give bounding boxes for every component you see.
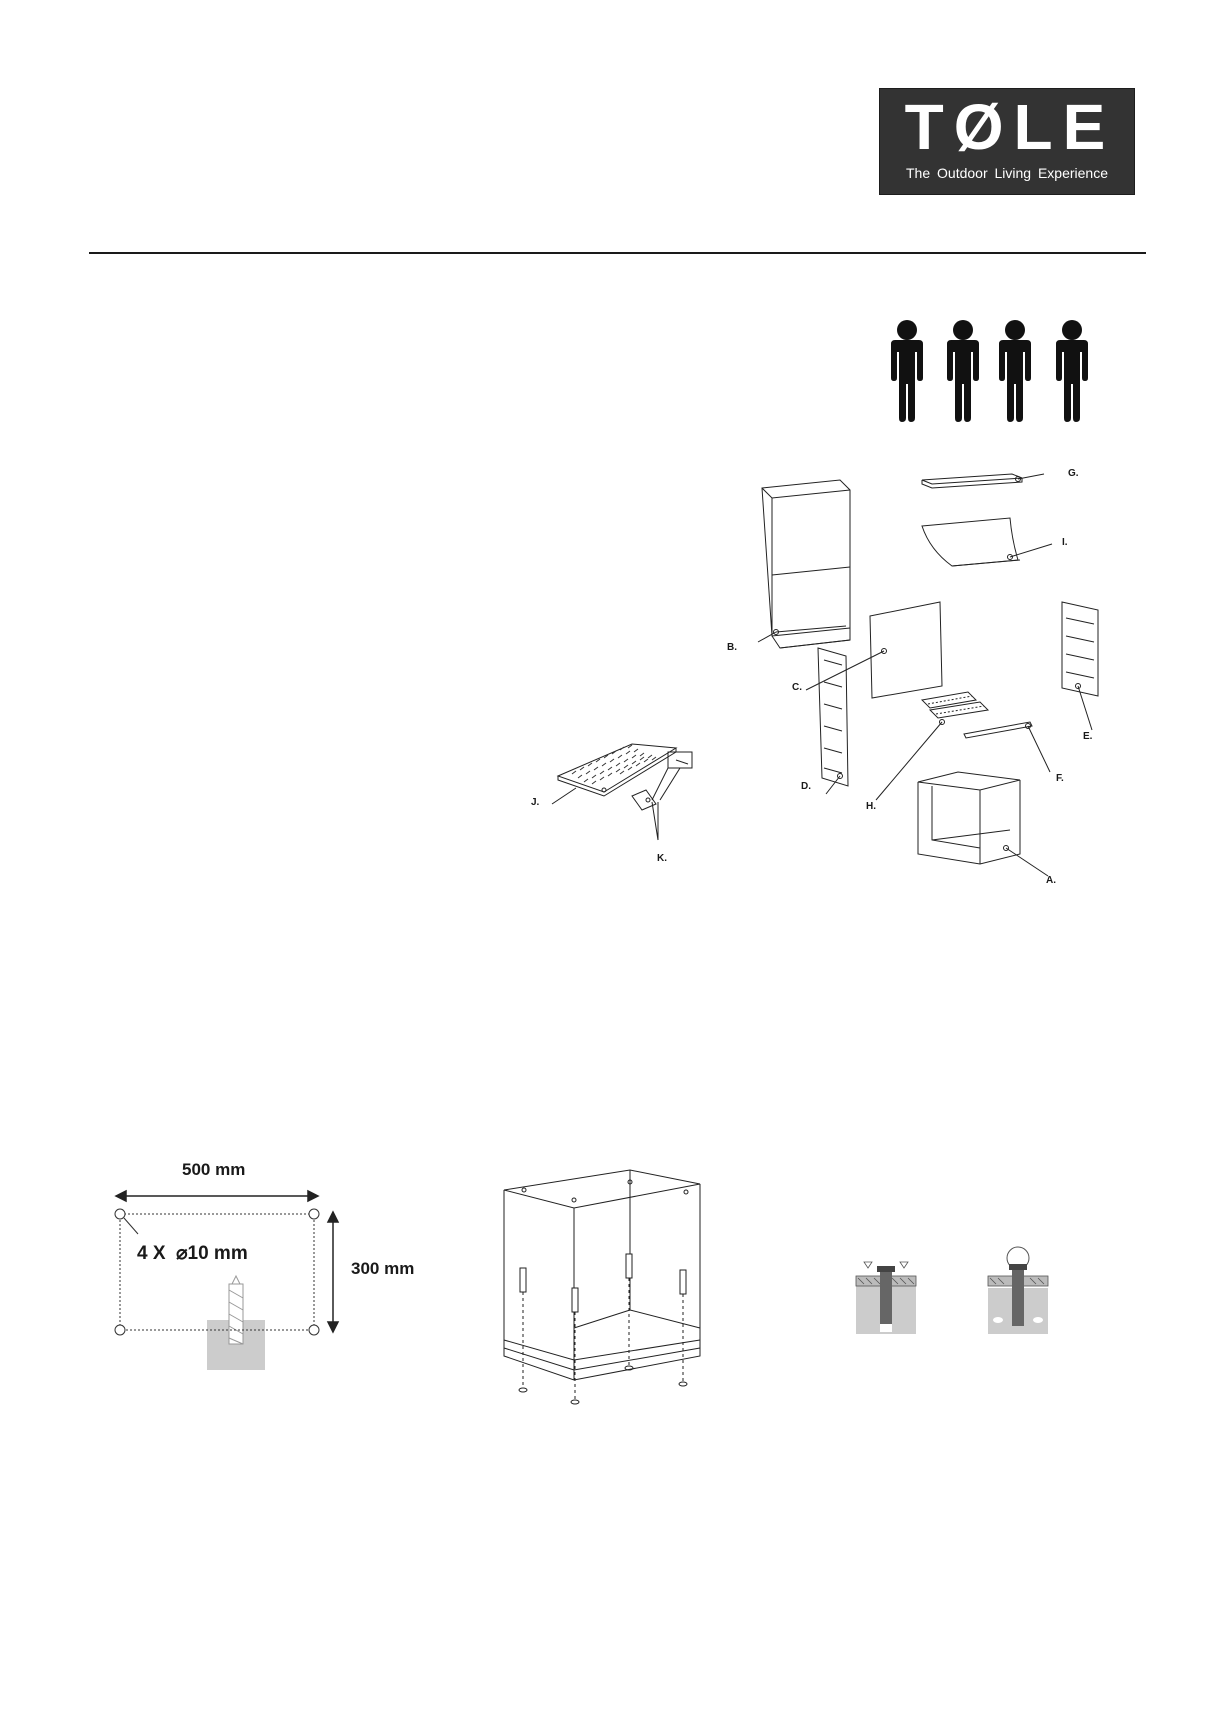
drilling-template-diagram bbox=[100, 1180, 420, 1380]
label-part-h: H. bbox=[866, 801, 876, 812]
drill-hole-marker bbox=[115, 1209, 125, 1219]
width-dimension-arrow bbox=[116, 1191, 318, 1201]
part-h-grates bbox=[922, 692, 988, 725]
person-icon bbox=[999, 320, 1031, 422]
drill-hole-marker bbox=[115, 1325, 125, 1335]
label-part-j: J. bbox=[531, 797, 540, 808]
anchor-insert-detail bbox=[850, 1254, 922, 1336]
height-dimension-arrow bbox=[328, 1212, 338, 1332]
part-c-panel bbox=[870, 602, 942, 698]
drill-holes-label: 4 X ⌀10 mm bbox=[137, 1243, 248, 1264]
drill-hole-marker bbox=[309, 1325, 319, 1335]
part-e-louvre-door bbox=[1062, 602, 1098, 696]
logo-wordmark: TØLE bbox=[904, 91, 1116, 163]
open-cabinet bbox=[504, 1170, 700, 1380]
parts-exploded-diagram bbox=[700, 460, 1120, 900]
label-part-g: G. bbox=[1068, 468, 1079, 479]
label-part-k: K. bbox=[657, 853, 667, 864]
cabinet-anchoring-diagram bbox=[490, 1160, 710, 1414]
floor-holes bbox=[519, 1366, 687, 1404]
label-part-b: B. bbox=[727, 642, 737, 653]
person-icon bbox=[947, 320, 979, 422]
parts-tray-diagram bbox=[540, 740, 710, 860]
four-people-icon bbox=[885, 318, 1095, 422]
logo-tagline: The Outdoor Living Experience bbox=[906, 165, 1108, 181]
anchor-guide-lines bbox=[523, 1278, 683, 1400]
drill-width-label: 500 mm bbox=[182, 1160, 246, 1179]
label-part-i: I. bbox=[1062, 537, 1068, 548]
part-i-roof bbox=[922, 518, 1020, 566]
label-part-e: E. bbox=[1083, 731, 1093, 742]
hole-pattern-outline bbox=[120, 1214, 314, 1330]
drill-hole-marker bbox=[309, 1209, 319, 1219]
drill-bit-icon bbox=[229, 1276, 243, 1344]
anchor-bolts bbox=[520, 1254, 686, 1312]
hole-leader-line bbox=[124, 1218, 138, 1234]
header-divider bbox=[89, 252, 1146, 254]
label-part-c: C. bbox=[792, 682, 802, 693]
part-b-tall-cabinet bbox=[762, 480, 850, 648]
drill-height-label: 300 mm bbox=[351, 1259, 415, 1278]
person-icon bbox=[1056, 320, 1088, 422]
label-part-a: A. bbox=[1046, 875, 1056, 886]
brand-logo bbox=[879, 88, 1135, 195]
label-part-d: D. bbox=[801, 781, 811, 792]
part-g-lid bbox=[922, 474, 1022, 488]
person-icon bbox=[891, 320, 923, 422]
part-d-ladder bbox=[818, 648, 848, 786]
label-part-f: F. bbox=[1056, 773, 1064, 784]
part-a-base-cube bbox=[918, 772, 1020, 864]
part-f-bar bbox=[964, 722, 1032, 738]
anchor-tighten-detail bbox=[982, 1244, 1054, 1336]
